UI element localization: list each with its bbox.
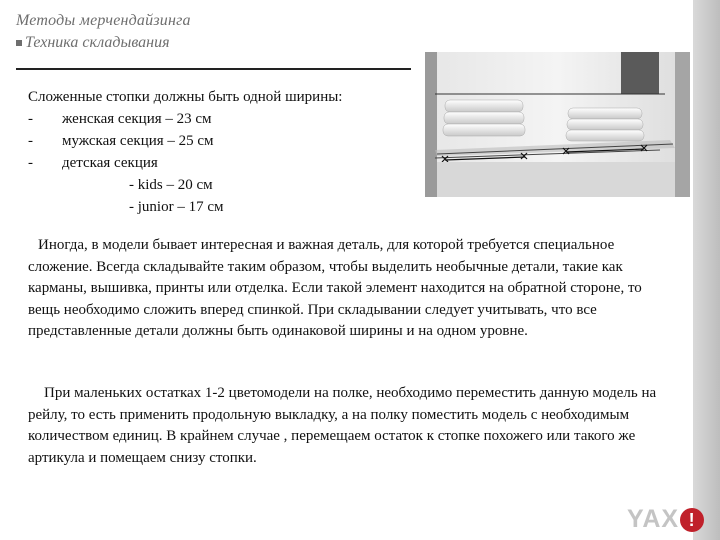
square-bullet-icon [16,40,22,46]
dash-bullet: - [28,155,33,171]
right-folded-stack [566,108,644,141]
sub-list-item: - junior – 17 см [129,199,224,215]
list-item-text: женская секция – 23 см [62,111,212,127]
folded-stacks-illustration [425,52,690,197]
dash-bullet: - [28,133,33,149]
slide-title: Методы мерчендайзинга [16,12,191,29]
yax-logo [627,505,704,534]
list-item-text: мужская секция – 25 см [62,133,214,149]
list-item [28,130,428,152]
paragraph-special-folding: Иногда, в модели бывает интересная и важная деталь, для которой требуется специальное сложение. Всегда складывайте таким образом, чтобы выделить необычные детали, такие как карманы, вышивка, принты или отделка. Если такой элемент находится на обратной стороне, то вещь необходимо сложить вперед спинкой. При складывании следует учитывать, что все представленные детали должны быть одинаковой ширины и на одном уровне. [28,237,642,339]
slide-header [16,10,191,54]
header-divider [16,68,411,70]
slide-subtitle: Техника складывания [25,34,170,51]
left-folded-stack [443,100,525,136]
slide-subtitle-row [16,32,191,54]
logo-text: YAX [627,505,680,533]
paragraph-small-remainders: При маленьких остатках 1-2 цветомодели на полке, необходимо переместить данную модель на рейлу, то есть применить продольную выкладку, а на полку поместить модель с необходимым количеством единиц. В крайнем случае , перемещаем остаток к стопке похожего или такого же артикула и помещаем снизу стопки. [28,385,657,466]
list-item [28,108,428,130]
list-item-text: детская секция [62,155,158,171]
list-item [28,152,428,174]
sub-list-item: - kids – 20 см [129,177,213,193]
width-requirements [28,86,428,218]
intro-lead: Сложенные стопки должны быть одной ширины: [28,89,343,105]
right-decorative-band [693,0,720,540]
dash-bullet: - [28,111,33,127]
exclamation-mark-icon: ! [680,508,704,532]
